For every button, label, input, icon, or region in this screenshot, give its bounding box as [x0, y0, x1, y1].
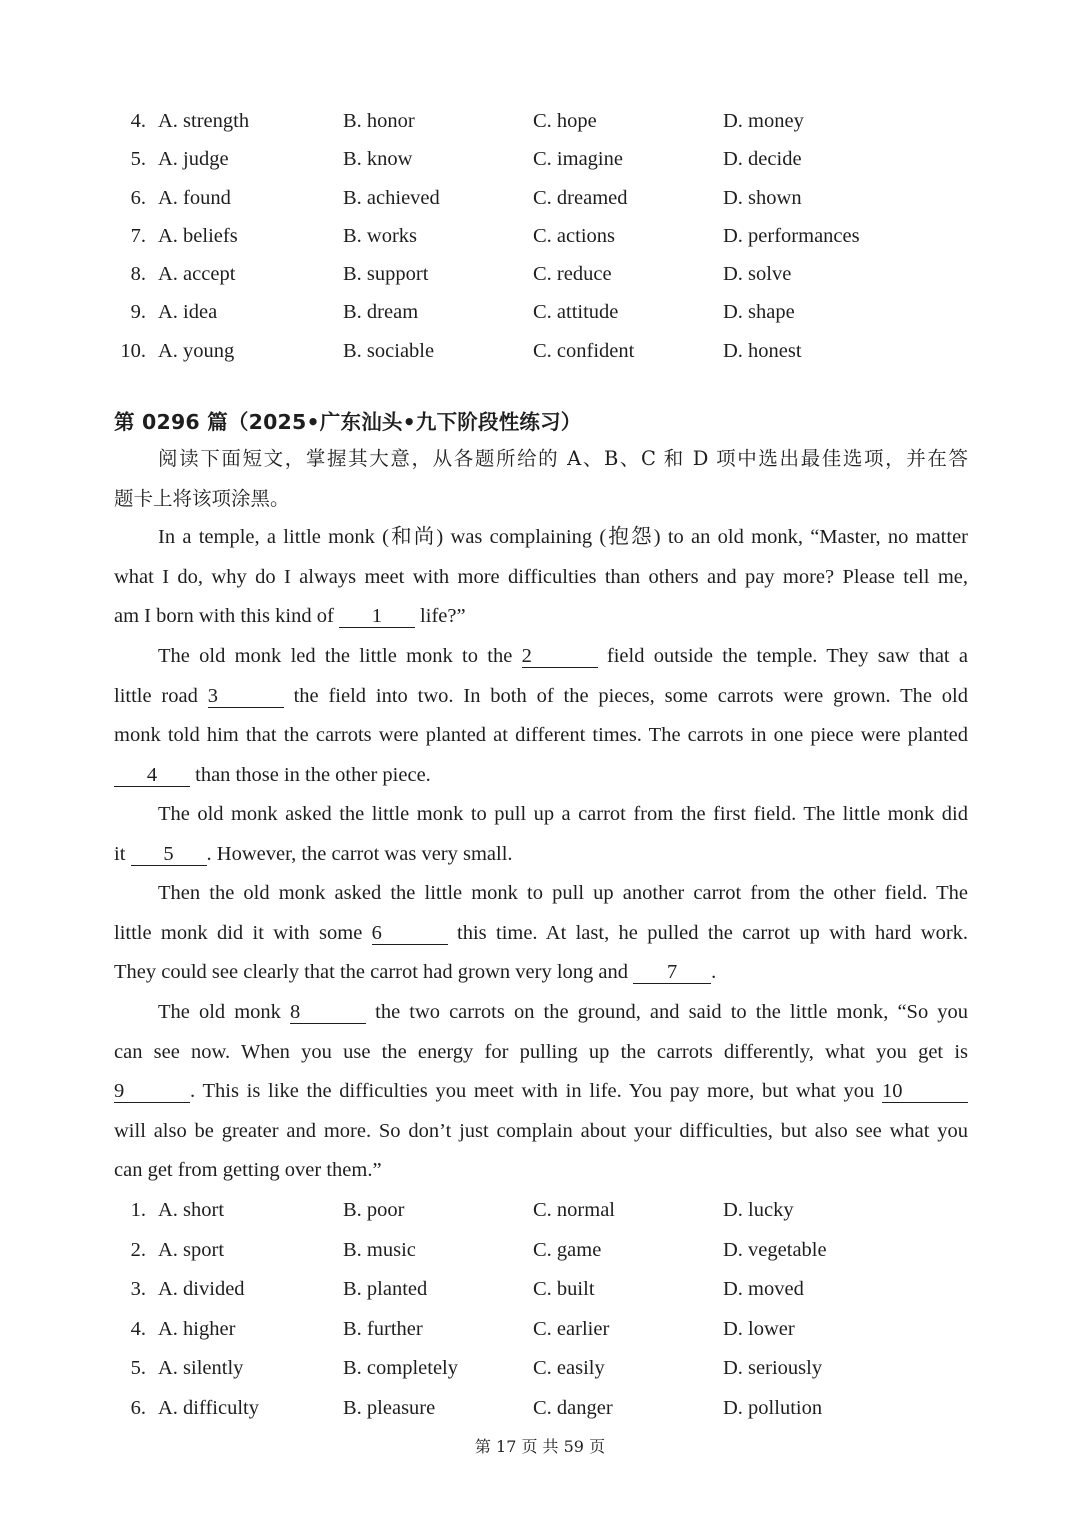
passage-text: it: [114, 842, 126, 865]
passage-paragraph-4: [114, 874, 968, 993]
passage-line: [114, 597, 968, 637]
option-a: A. difficulty: [158, 1396, 259, 1419]
passage-text: this time. At last, he pulled the carrot up with hard work.: [457, 921, 969, 944]
options-list-previous: [0, 110, 1080, 378]
option-row: [0, 1199, 1080, 1239]
passage-text: . However, the carrot was very small.: [206, 842, 513, 865]
blank-8: 8: [290, 1001, 366, 1024]
option-c: C. actions: [533, 224, 615, 247]
instructions-line: 阅读下面短文，掌握其大意，从各题所给的 A、B、C 和 D 项中选出最佳选项，并在答: [158, 447, 968, 470]
option-d: D. shape: [723, 301, 795, 324]
passage-text: am I born with this kind of: [114, 605, 334, 628]
option-row: [0, 340, 1080, 378]
passage-paragraph-5: [114, 993, 968, 1191]
option-row: [0, 1318, 1080, 1358]
option-b: B. support: [343, 263, 429, 286]
question-number: 1.: [130, 1199, 146, 1221]
option-a: A. divided: [158, 1278, 245, 1300]
option-c: C. reduce: [533, 263, 612, 286]
option-b: B. know: [343, 148, 413, 171]
option-c: C. imagine: [533, 148, 623, 171]
option-d: D. solve: [723, 263, 792, 286]
passage-text: field outside the temple. They saw that a: [606, 645, 969, 667]
option-a: A. judge: [158, 148, 229, 171]
passage-paragraph-3: [114, 795, 968, 874]
passage-line: [114, 1072, 968, 1112]
option-a: A. strength: [158, 110, 250, 132]
passage-line: [114, 637, 968, 677]
question-number: 7.: [130, 224, 146, 247]
option-row: [0, 1239, 1080, 1279]
option-c: C. dreamed: [533, 186, 628, 209]
option-c: C. confident: [533, 339, 635, 362]
passage-text: They could see clearly that the carrot had grown very long and: [114, 961, 629, 984]
blank-10: 10: [882, 1080, 968, 1103]
option-row: [0, 187, 1080, 225]
option-d: D. decide: [723, 148, 802, 171]
passage-line: In a temple, a little monk (和尚) was complaining (抱怨) to an old monk, “Master, no matter: [158, 526, 968, 548]
option-c: C. hope: [533, 110, 597, 132]
option-d: D. lower: [723, 1317, 795, 1340]
option-a: A. idea: [158, 301, 218, 324]
option-a: A. short: [158, 1199, 225, 1221]
page-footer: 第 17 页 共 59 页: [474, 1437, 606, 1456]
passage-text: .: [711, 961, 717, 984]
question-number: 3.: [130, 1278, 146, 1300]
option-c: C. normal: [533, 1199, 615, 1221]
blank-1: 1: [339, 605, 415, 628]
passage-text: The old monk: [158, 1001, 281, 1023]
option-a: A. sport: [158, 1238, 225, 1261]
option-b: B. planted: [343, 1278, 428, 1300]
option-a: A. young: [158, 339, 235, 362]
option-b: B. pleasure: [343, 1396, 436, 1419]
passage-line: [114, 756, 968, 796]
option-b: B. music: [343, 1238, 416, 1261]
passage-text: . This is like the difficulties you meet with in life. You pay more, but what you: [190, 1080, 875, 1103]
passage-line: can get from getting over them.”: [114, 1159, 382, 1182]
passage-line: can see now. When you use the energy for pulling up the carrots differently, what you get is: [114, 1040, 968, 1063]
passage-text: life?”: [420, 605, 466, 628]
option-a: A. accept: [158, 263, 236, 286]
option-b: B. sociable: [343, 339, 435, 362]
option-b: B. works: [343, 224, 418, 247]
question-number: 6.: [130, 1396, 146, 1419]
passage-line: The old monk asked the little monk to pull up a carrot from the first field. The little monk did: [158, 803, 968, 825]
blank-4: 4: [114, 764, 190, 787]
option-d: D. pollution: [723, 1396, 823, 1419]
question-number: 2.: [130, 1238, 146, 1261]
passage-text: the two carrots on the ground, and said to the little monk, “So you: [375, 1001, 969, 1023]
blank-3: 3: [208, 685, 284, 708]
option-a: A. higher: [158, 1317, 236, 1340]
blank-7: 7: [633, 961, 711, 984]
passage-text: little monk did it with some: [114, 921, 363, 944]
option-b: B. honor: [343, 110, 415, 132]
section-heading: 第 0296 篇（2025•广东汕头•九下阶段性练习）: [114, 410, 582, 434]
option-d: D. performances: [723, 224, 860, 247]
option-c: C. earlier: [533, 1317, 610, 1340]
option-c: C. game: [533, 1238, 602, 1261]
question-number: 4.: [130, 1317, 146, 1340]
blank-5: 5: [131, 843, 207, 866]
option-d: D. money: [723, 110, 804, 132]
option-d: D. seriously: [723, 1357, 823, 1379]
passage-text: The old monk led the little monk to the: [158, 645, 513, 667]
option-c: C. attitude: [533, 301, 619, 324]
option-b: B. achieved: [343, 186, 440, 209]
option-d: D. shown: [723, 186, 802, 209]
blank-9: 9: [114, 1080, 190, 1103]
passage-line: [114, 835, 968, 875]
option-d: D. vegetable: [723, 1238, 827, 1261]
passage-line: Then the old monk asked the little monk to pull up another carrot from the other field. The: [158, 882, 968, 904]
option-row: [0, 1357, 1080, 1397]
question-number: 5.: [130, 1357, 146, 1379]
instructions-line: 题卡上将该项涂黑。: [114, 486, 290, 510]
option-d: D. moved: [723, 1278, 804, 1300]
passage-text: than those in the other piece.: [195, 763, 431, 786]
passage-line: monk told him that the carrots were planted at different times. The carrots in one piece were planted: [114, 724, 968, 747]
option-a: A. silently: [158, 1357, 244, 1379]
option-row: [0, 301, 1080, 339]
option-row: [0, 263, 1080, 301]
question-number: 4.: [130, 110, 146, 132]
passage-paragraph-1: [114, 518, 968, 637]
option-b: B. further: [343, 1317, 423, 1340]
option-d: D. honest: [723, 339, 802, 362]
passage-line: [114, 677, 968, 717]
passage-line: what I do, why do I always meet with more difficulties than others and pay more? Please tell me,: [114, 565, 968, 588]
option-row: [0, 1278, 1080, 1318]
question-number: 10.: [120, 339, 146, 362]
option-d: D. lucky: [723, 1199, 794, 1221]
options-list-current: [0, 1199, 1080, 1436]
passage-text: little road: [114, 684, 198, 707]
option-row: [0, 1397, 1080, 1437]
instructions: [114, 439, 968, 518]
option-a: A. beliefs: [158, 224, 238, 247]
option-row: [0, 110, 1080, 148]
option-row: [0, 225, 1080, 263]
passage-paragraph-2: [114, 637, 968, 795]
question-number: 5.: [130, 148, 146, 171]
blank-2: 2: [522, 645, 598, 668]
question-number: 8.: [130, 263, 146, 286]
option-b: B. poor: [343, 1199, 405, 1221]
passage-text: the field into two. In both of the pieces, some carrots were grown. The old: [293, 684, 968, 707]
question-number: 9.: [130, 301, 146, 324]
option-c: C. easily: [533, 1357, 605, 1379]
passage-line: [114, 914, 968, 954]
question-number: 6.: [130, 186, 146, 209]
passage-line: will also be greater and more. So don’t just complain about your difficulties, but also see what you: [114, 1119, 968, 1142]
option-row: [0, 148, 1080, 186]
passage-line: [114, 993, 968, 1033]
passage-line: [114, 953, 968, 993]
option-c: C. danger: [533, 1396, 613, 1419]
option-a: A. found: [158, 186, 231, 209]
option-b: B. completely: [343, 1357, 459, 1379]
option-b: B. dream: [343, 301, 419, 324]
option-c: C. built: [533, 1278, 595, 1300]
blank-6: 6: [372, 922, 448, 945]
